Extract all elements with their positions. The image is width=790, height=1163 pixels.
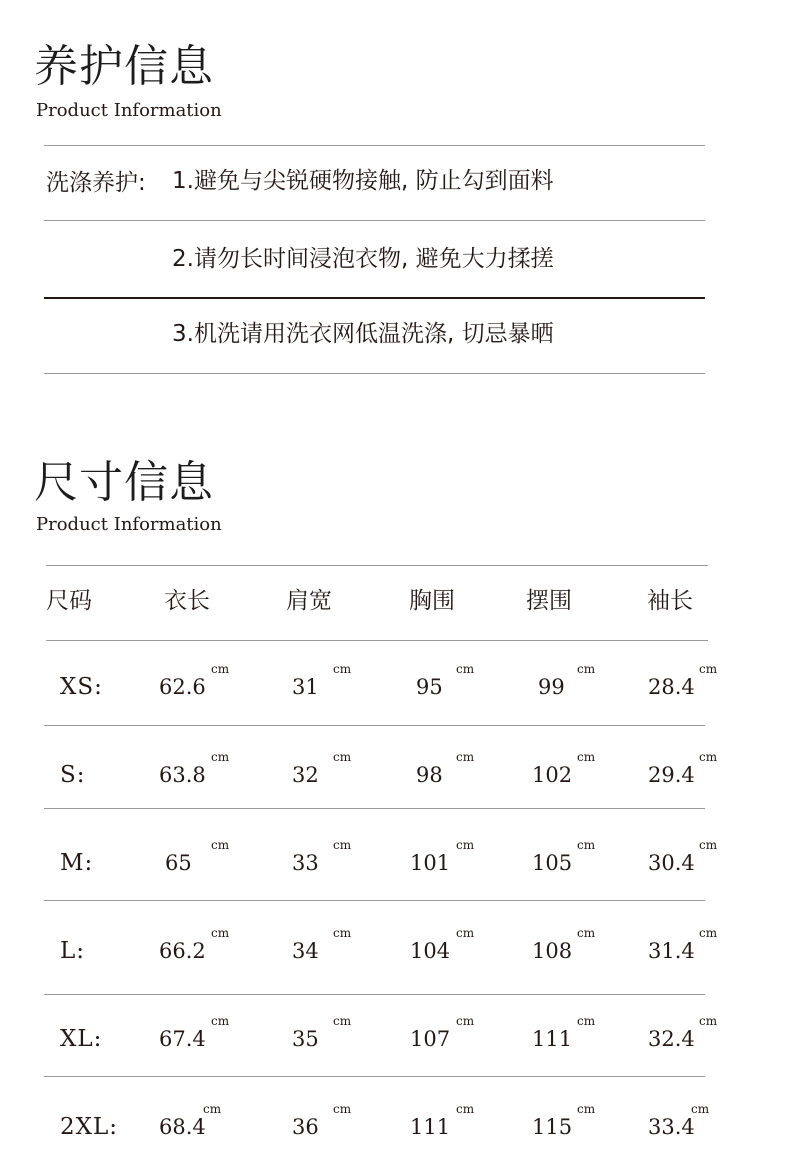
divider [46, 640, 708, 641]
length-value: 67.4 [159, 1027, 206, 1051]
size-label: XL: [60, 1026, 103, 1052]
unit-label: cm [211, 1014, 230, 1028]
length-value: 65 [165, 851, 192, 875]
unit-label: cm [211, 662, 230, 676]
size-subtitle: Product Information [36, 514, 222, 535]
care-line-2: 2.请勿长时间浸泡衣物, 避免大力揉搓 [172, 246, 554, 272]
shoulder-value: 33 [292, 851, 319, 875]
unit-label: cm [333, 750, 352, 764]
sleeve-value: 28.4 [648, 675, 695, 699]
size-title: 尺寸信息 [34, 457, 214, 508]
unit-label: cm [691, 1102, 710, 1116]
divider [44, 994, 705, 995]
divider [44, 220, 705, 221]
sleeve-value: 29.4 [648, 763, 695, 787]
unit-label: cm [333, 1014, 352, 1028]
table-row [0, 926, 790, 970]
length-value: 63.8 [159, 763, 206, 787]
divider [44, 297, 705, 299]
unit-label: cm [456, 1102, 475, 1116]
divider [44, 1076, 705, 1077]
unit-label: cm [333, 662, 352, 676]
divider [44, 808, 705, 809]
hem-value: 115 [532, 1115, 573, 1139]
unit-label: cm [456, 838, 475, 852]
unit-label: cm [577, 838, 596, 852]
chest-value: 98 [416, 763, 443, 787]
chest-value: 111 [410, 1115, 451, 1139]
care-line-1: 1.避免与尖锐硬物接触, 防止勾到面料 [172, 168, 554, 194]
divider [46, 565, 708, 566]
unit-label: cm [211, 926, 230, 940]
header-length: 衣长 [164, 588, 210, 614]
divider [44, 725, 705, 726]
unit-label: cm [333, 926, 352, 940]
sleeve-value: 31.4 [648, 939, 695, 963]
length-value: 62.6 [159, 675, 206, 699]
unit-label: cm [456, 1014, 475, 1028]
chest-value: 104 [410, 939, 451, 963]
unit-label: cm [699, 926, 718, 940]
shoulder-value: 34 [292, 939, 319, 963]
unit-label: cm [699, 750, 718, 764]
unit-label: cm [211, 838, 230, 852]
unit-label: cm [577, 662, 596, 676]
divider [44, 373, 705, 374]
unit-label: cm [577, 1102, 596, 1116]
table-row [0, 662, 790, 706]
hem-value: 111 [532, 1027, 573, 1051]
table-row [0, 1014, 790, 1058]
unit-label: cm [456, 750, 475, 764]
chest-value: 95 [416, 675, 443, 699]
unit-label: cm [699, 662, 718, 676]
shoulder-value: 31 [292, 675, 319, 699]
table-row [0, 1102, 790, 1146]
size-label: 2XL: [60, 1114, 119, 1140]
hem-value: 102 [532, 763, 573, 787]
size-label: XS: [60, 674, 103, 700]
unit-label: cm [699, 838, 718, 852]
divider [44, 900, 705, 901]
length-value: 66.2 [159, 939, 206, 963]
size-label: S: [60, 762, 86, 788]
header-chest: 胸围 [409, 588, 455, 614]
unit-label: cm [333, 838, 352, 852]
care-subtitle: Product Information [36, 100, 222, 121]
chest-value: 101 [410, 851, 451, 875]
care-line-3: 3.机洗请用洗衣网低温洗涤, 切忌暴晒 [172, 321, 554, 347]
header-size: 尺码 [46, 588, 92, 614]
unit-label: cm [699, 1014, 718, 1028]
shoulder-value: 32 [292, 763, 319, 787]
unit-label: cm [211, 750, 230, 764]
hem-value: 108 [532, 939, 573, 963]
unit-label: cm [456, 926, 475, 940]
unit-label: cm [333, 1102, 352, 1116]
header-shoulder: 肩宽 [286, 588, 332, 614]
length-value: 68.4 [159, 1115, 206, 1139]
care-title: 养护信息 [34, 41, 214, 92]
unit-label: cm [577, 750, 596, 764]
care-label: 洗涤养护: [46, 170, 146, 196]
header-hem: 摆围 [526, 588, 572, 614]
table-row [0, 750, 790, 794]
header-sleeve: 袖长 [647, 588, 693, 614]
size-label: L: [60, 938, 86, 964]
unit-label: cm [456, 662, 475, 676]
unit-label: cm [577, 1014, 596, 1028]
sleeve-value: 32.4 [648, 1027, 695, 1051]
hem-value: 99 [538, 675, 565, 699]
shoulder-value: 35 [292, 1027, 319, 1051]
table-row [0, 838, 790, 882]
sleeve-value: 30.4 [648, 851, 695, 875]
sleeve-value: 33.4 [648, 1115, 695, 1139]
size-label: M: [60, 850, 94, 876]
divider [44, 145, 705, 146]
unit-label: cm [577, 926, 596, 940]
unit-label: cm [203, 1102, 222, 1116]
shoulder-value: 36 [292, 1115, 319, 1139]
chest-value: 107 [410, 1027, 451, 1051]
hem-value: 105 [532, 851, 573, 875]
